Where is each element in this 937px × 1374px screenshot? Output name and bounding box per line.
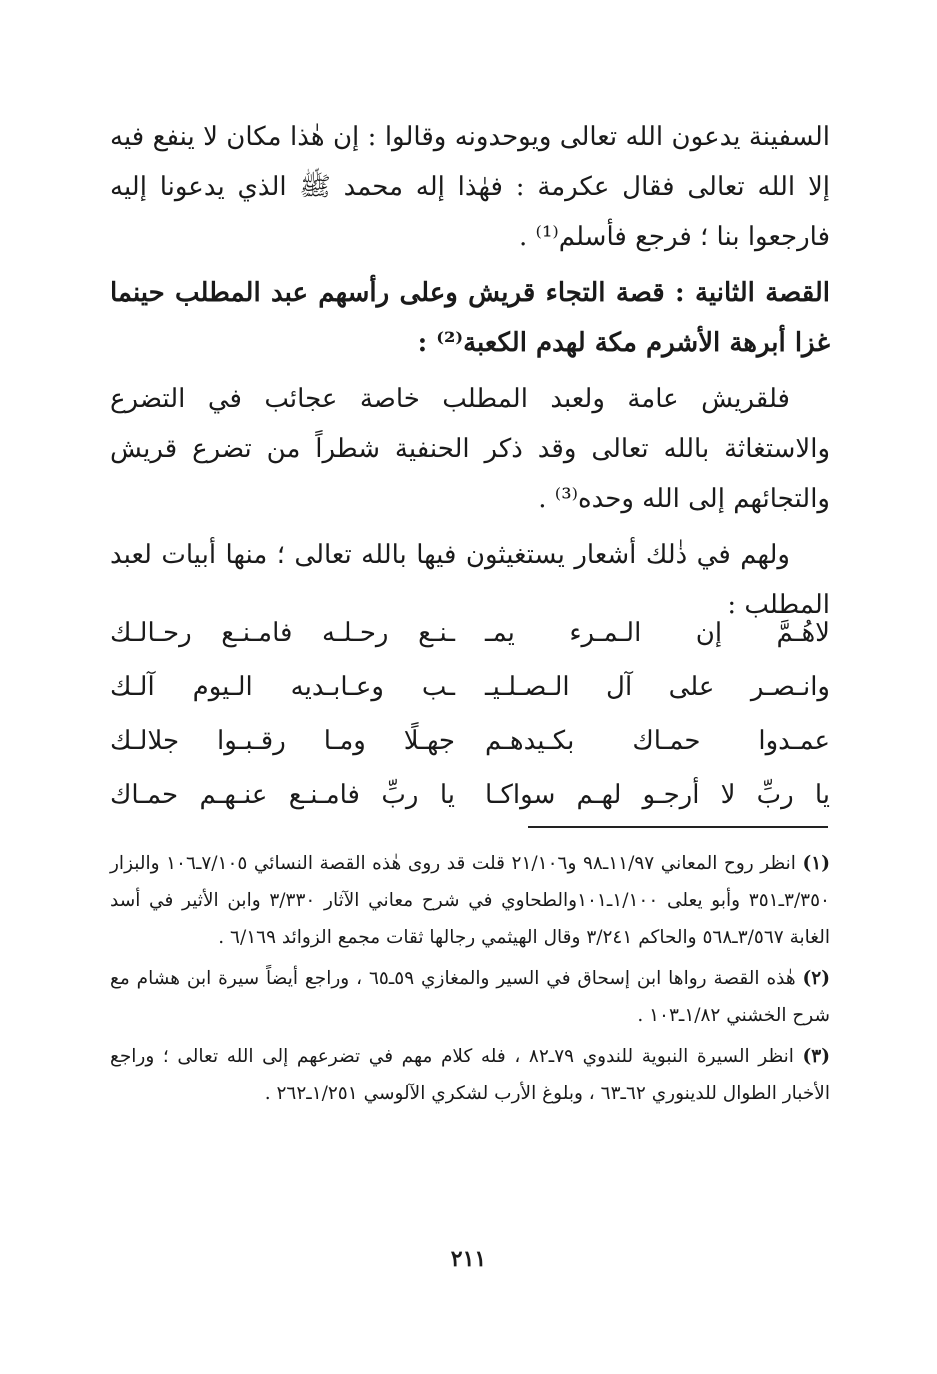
- poem-verse: [110, 660, 830, 714]
- page-number: ٢١١: [450, 1246, 487, 1272]
- footnote-text: هٰذه القصة رواها ابن إسحاق في السير والمغازي ٥٩ـ٦٥ ، وراجع أيضاً سيرة ابن هشام مع شرح الخشني ١/٨٢ـ١٠٣ .: [110, 968, 830, 1026]
- footnote-divider: [528, 826, 828, 828]
- footnote: [110, 845, 830, 956]
- verse-second-hemistich: ـب وعـابـديه الـيوم آلـك: [110, 672, 455, 702]
- paragraph-ship-story: السفينة يدعون الله تعالى ويوحدونه وقالوا : إن هٰذا مكان لا ينفع فيه إلا الله تعالى فقال عكرمة : فهٰذا إله محمد ﷺ الذي يدعونا إليه فارجعوا بنا ؛ فرجع فأسلم⁽¹⁾ .: [110, 122, 830, 252]
- poem-verse: [110, 606, 830, 660]
- verse-second-hemistich: جهـلًا ومـا رقـبـوا جلالـك: [110, 726, 455, 756]
- paragraph-quraysh: فلقريش عامة ولعبد المطلب خاصة عجائب في التضرع والاستغاثة بالله تعالى وقد ذكر الحنفية شطراً من تضرع قريش والتجائهم إلى الله وحده⁽³⁾ .: [110, 384, 830, 514]
- footnote: [110, 960, 830, 1034]
- poem-verse: [110, 768, 830, 822]
- main-text: [110, 112, 830, 636]
- verse-first-hemistich: عمـدوا حمـاك بكـيدهـم: [485, 726, 830, 756]
- paragraph-poems-intro: ولهم في ذٰلك أشعار يستغيثون فيها بالله تعالى ؛ منها أبيات لعبد المطلب :: [110, 540, 830, 620]
- section-heading-second-story: القصة الثانية : قصة التجاء قريش وعلى رأسهم عبد المطلب حينما غزا أبرهة الأشرم مكة لهدم الكعبة⁽²⁾ :: [110, 278, 830, 358]
- verse-first-hemistich: وانـصـر على آل الـصـلـيـ: [485, 672, 830, 702]
- footnote-text: انظر السيرة النبوية للندوي ٧٩ـ٨٢ ، فله كلام مهم في تضرعهم إلى الله تعالى ؛ وراجع الأخبار الطوال للدينوري ٦٢ـ٦٣ ، وبلوغ الأرب لشكري الآلوسي ١/٢٥١ـ٢٦٢ .: [110, 1046, 830, 1104]
- footnote: [110, 1038, 830, 1112]
- verse-first-hemistich: لاهُـمَّ إن الـمـرء يمـ: [485, 618, 830, 648]
- verse-first-hemistich: يا ربِّ لا أرجـو لهـم سواكـا: [485, 780, 830, 810]
- footnote-number: (٢): [802, 968, 830, 989]
- footnote-number: (١): [802, 853, 830, 874]
- footnote-text: انظر روح المعاني ١١/٩٧ـ٩٨ و٢١/١٠٦ قلت قد روى هٰذه القصة النسائي ٧/١٠٥ـ١٠٦ والبزار ٣/٣٥٠ـ٣٥١ وأبو يعلى ١/١٠٠ـ١٠١والطحاوي في شرح معاني الآثار ٣/٣٣٠ وابن الأثير في أسد الغابة ٣/٥٦٧ـ٥٦٨ والحاكم ٣/٢٤١ وقال الهيثمي رجالها ثقات مجمع الزوائد ٦/١٦٩ .: [110, 853, 830, 948]
- verse-second-hemistich: يا ربِّ فامـنـع عنـهـم حمـاك: [110, 780, 455, 810]
- poem-verse: [110, 714, 830, 768]
- verse-second-hemistich: ـنـع رحـلـه فامـنـع رحـالـك: [110, 618, 455, 648]
- footnotes: [110, 845, 830, 1116]
- poem-verses: [110, 606, 830, 822]
- footnote-number: (٣): [802, 1046, 830, 1067]
